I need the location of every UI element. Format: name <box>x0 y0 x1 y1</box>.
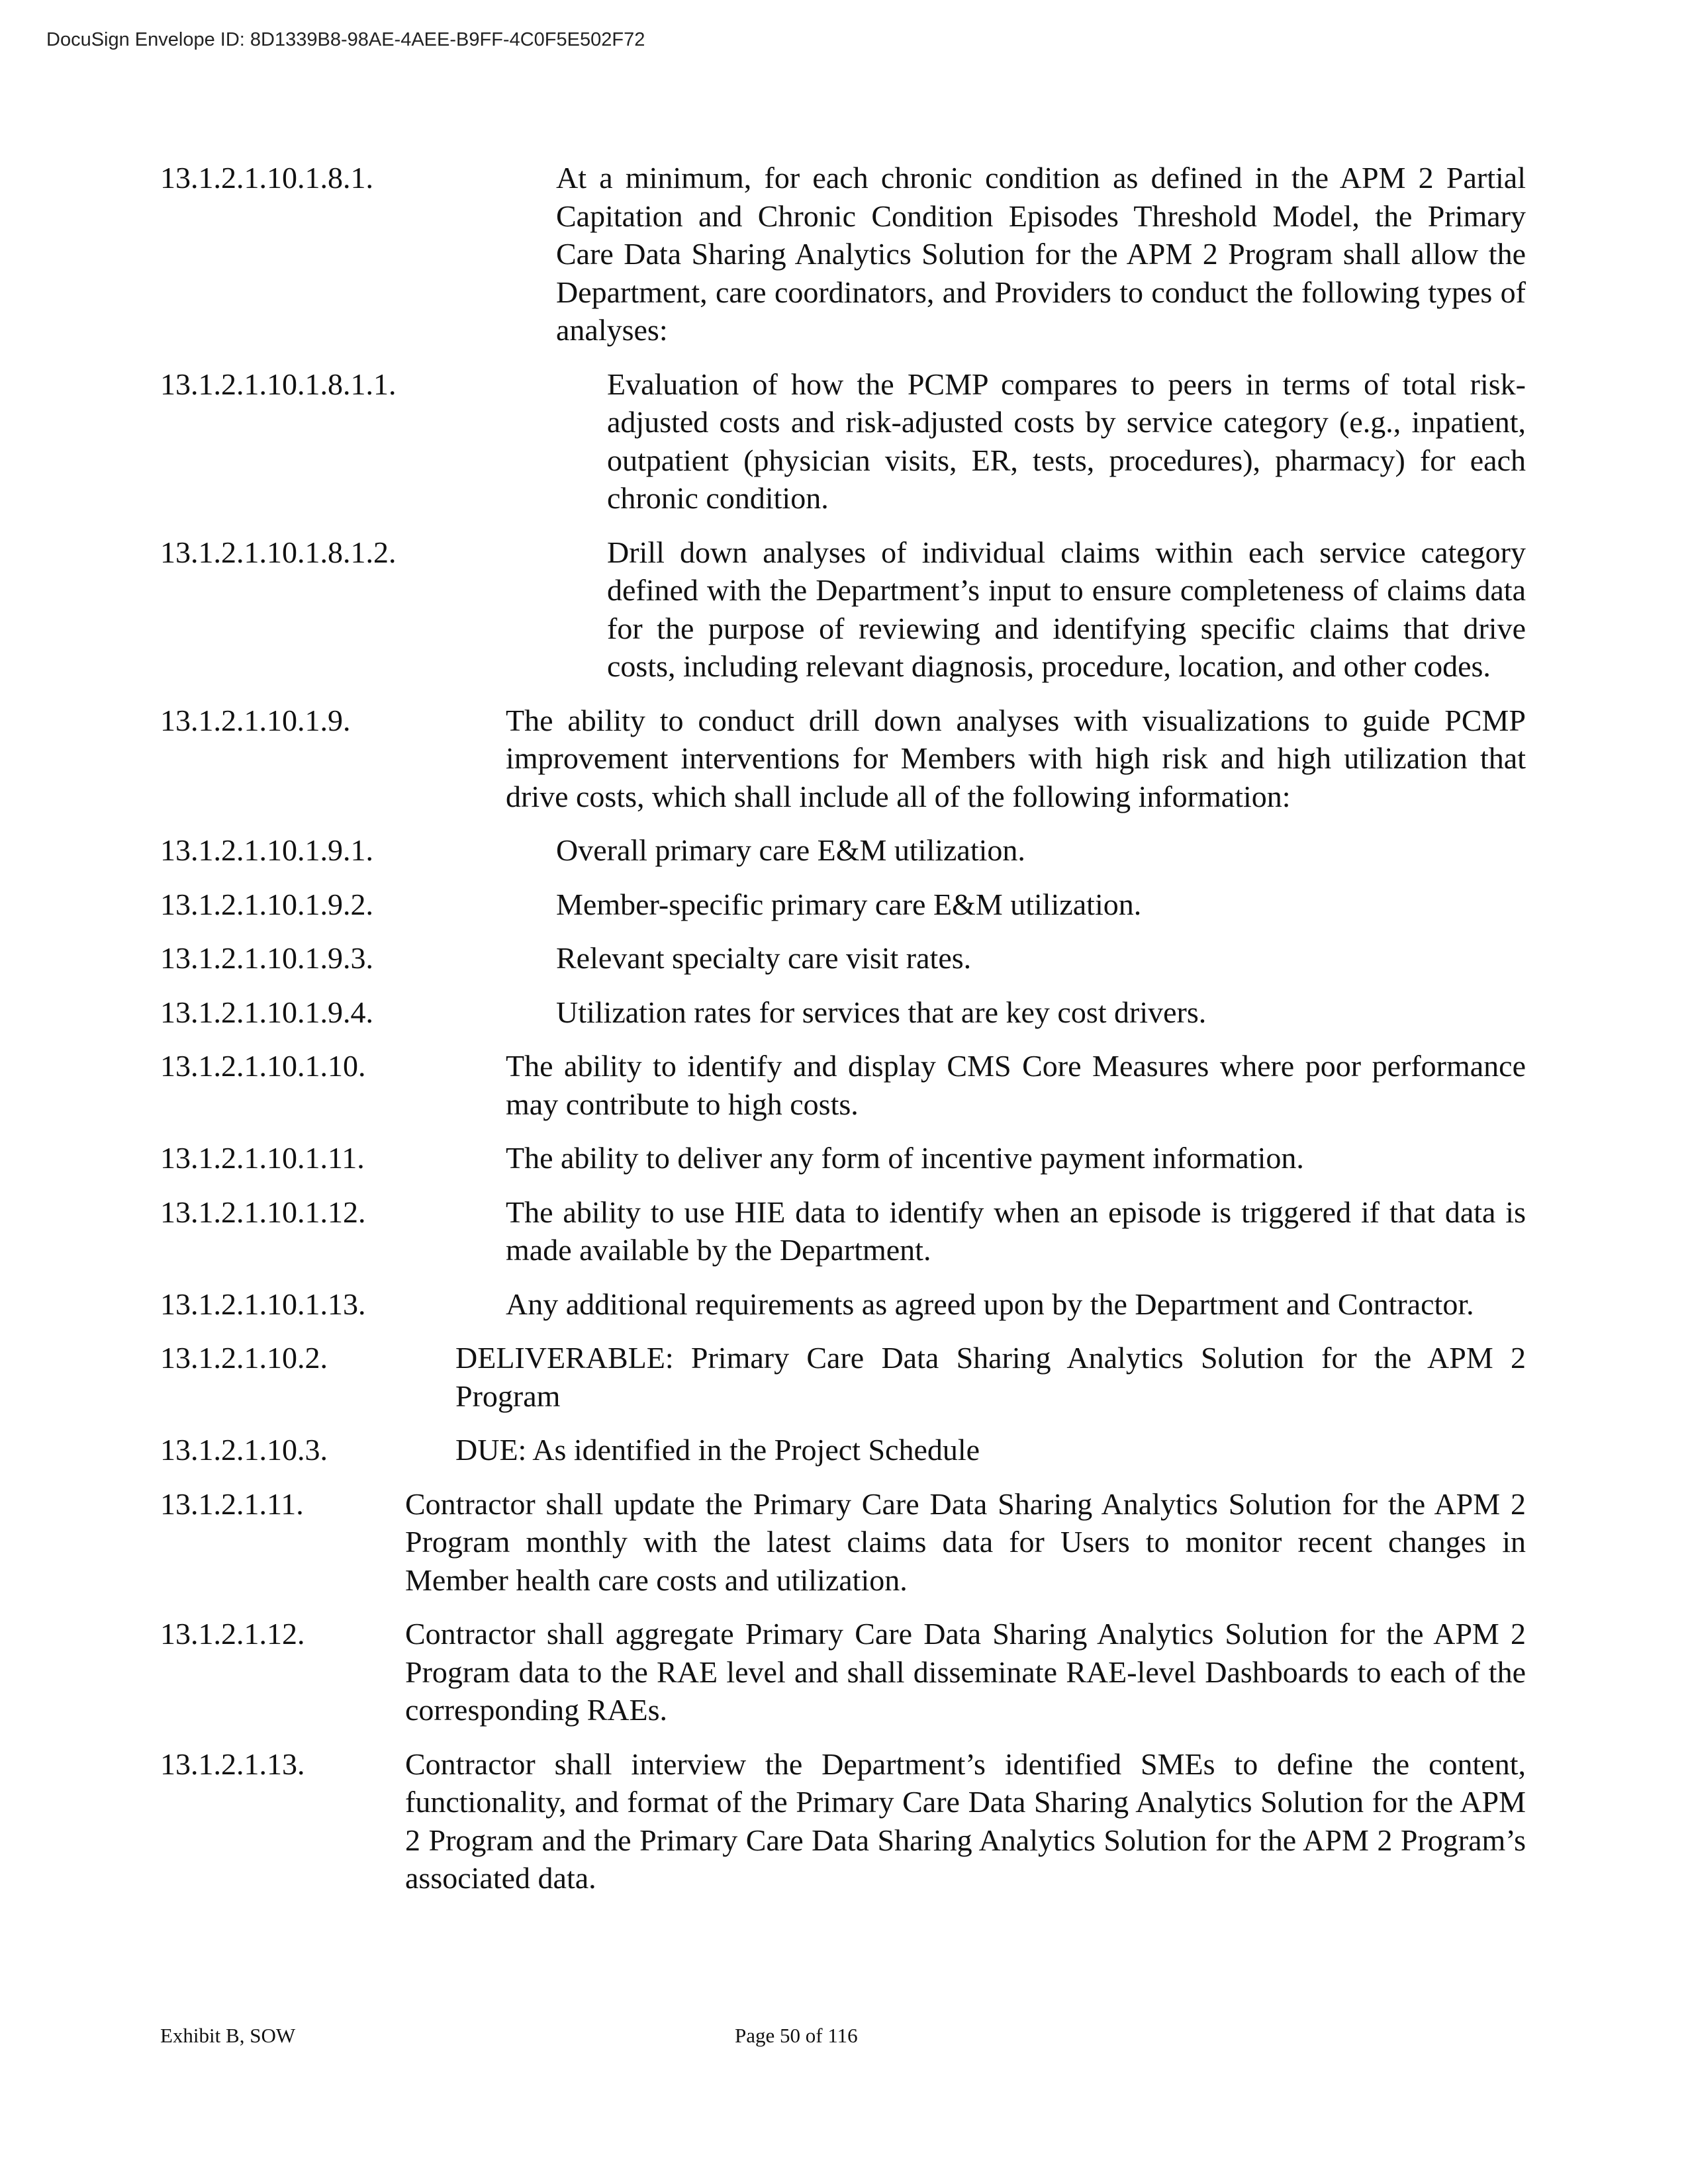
document-body <box>160 159 1526 1913</box>
item-text: Member-specific primary care E&M utilization. <box>556 887 1142 921</box>
item-number: 13.1.2.1.10.1.9.1. <box>160 833 373 867</box>
item-number: 13.1.2.1.10.1.11. <box>160 1141 365 1175</box>
list-item <box>160 1485 1526 1600</box>
item-text: The ability to use HIE data to identify when an episode is triggered if that data is made available by the Department. <box>506 1195 1526 1267</box>
item-text: The ability to identify and display CMS Core Measures where poor performance may contribute to high costs. <box>506 1049 1526 1121</box>
list-item <box>160 1339 1526 1415</box>
footer-page-number: Page 50 of 116 <box>735 2024 858 2047</box>
list-item <box>160 831 1526 870</box>
item-text: DUE: As identified in the Project Schedule <box>455 1433 980 1467</box>
list-item <box>160 365 1526 518</box>
item-text: DELIVERABLE: Primary Care Data Sharing Analytics Solution for the APM 2 Program <box>455 1341 1526 1413</box>
item-number: 13.1.2.1.10.1.8.1. <box>160 161 373 195</box>
list-item <box>160 1285 1526 1324</box>
item-number: 13.1.2.1.10.1.8.1.1. <box>160 367 397 401</box>
list-item <box>160 993 1526 1032</box>
item-text: Contractor shall interview the Department’s identified SMEs to define the content, functionality, and format of the Primary Care Data Sharing Analytics Solution for the APM 2 Program and the Primary Care Data Sharing Analytics Solution for the APM 2 Program’s associated data. <box>405 1747 1526 1895</box>
docusign-envelope-id: DocuSign Envelope ID: 8D1339B8-98AE-4AEE-B9FF-4C0F5E502F72 <box>46 29 645 50</box>
list-item <box>160 1139 1526 1177</box>
item-number: 13.1.2.1.10.1.9.4. <box>160 995 373 1029</box>
item-number: 13.1.2.1.10.3. <box>160 1433 328 1467</box>
item-text: Evaluation of how the PCMP compares to peers in terms of total risk-adjusted costs and risk-adjusted costs by service category (e.g., inpatient, outpatient (physician visits, ER, tests, procedures), pharmacy) for each chronic condition. <box>607 367 1526 515</box>
item-number: 13.1.2.1.10.1.13. <box>160 1287 366 1321</box>
item-number: 13.1.2.1.12. <box>160 1617 305 1651</box>
footer-exhibit-label: Exhibit B, SOW <box>160 2024 296 2047</box>
list-item <box>160 702 1526 816</box>
list-item <box>160 533 1526 686</box>
item-text: Contractor shall update the Primary Care Data Sharing Analytics Solution for the APM 2 Program monthly with the latest claims data for Users to monitor recent changes in Member health care costs and utilization. <box>405 1486 1526 1597</box>
item-text: At a minimum, for each chronic condition as defined in the APM 2 Partial Capitation and Chronic Condition Episodes Threshold Model, the Primary Care Data Sharing Analytics Solution for the APM 2 Program shall allow the Department, care coordinators, and Providers to conduct the following types of analyses: <box>556 161 1526 347</box>
item-number: 13.1.2.1.10.1.10. <box>160 1049 366 1083</box>
item-number: 13.1.2.1.13. <box>160 1747 305 1781</box>
item-number: 13.1.2.1.10.1.12. <box>160 1195 366 1229</box>
item-number: 13.1.2.1.10.2. <box>160 1341 328 1375</box>
item-number: 13.1.2.1.10.1.9.2. <box>160 887 373 921</box>
item-text: Any additional requirements as agreed upon by the Department and Contractor. <box>506 1287 1474 1321</box>
item-text: Contractor shall aggregate Primary Care Data Sharing Analytics Solution for the APM 2 Program data to the RAE level and shall disseminate RAE-level Dashboards to each of the corresponding RAEs. <box>405 1617 1526 1727</box>
item-number: 13.1.2.1.10.1.9.3. <box>160 941 373 975</box>
list-item <box>160 1615 1526 1729</box>
item-text: Drill down analyses of individual claims within each service category defined with the Department’s input to ensure completeness of claims data for the purpose of reviewing and identifying specific claims that drive costs, including relevant diagnosis, procedure, location, and other codes. <box>607 535 1526 683</box>
list-item <box>160 939 1526 978</box>
list-item <box>160 1193 1526 1269</box>
list-item <box>160 886 1526 924</box>
item-number: 13.1.2.1.10.1.8.1.2. <box>160 535 397 569</box>
item-text: Utilization rates for services that are key cost drivers. <box>556 995 1207 1029</box>
list-item <box>160 1047 1526 1123</box>
list-item <box>160 159 1526 349</box>
list-item <box>160 1745 1526 1897</box>
item-text: The ability to deliver any form of incentive payment information. <box>506 1141 1304 1175</box>
item-text: Overall primary care E&M utilization. <box>556 833 1025 867</box>
item-text: Relevant specialty care visit rates. <box>556 941 972 975</box>
item-number: 13.1.2.1.11. <box>160 1486 304 1521</box>
list-item <box>160 1431 1526 1469</box>
item-text: The ability to conduct drill down analyses with visualizations to guide PCMP improvement interventions for Members with high risk and high utilization that drive costs, which shall include all of the following information: <box>506 703 1526 813</box>
item-number: 13.1.2.1.10.1.9. <box>160 703 351 737</box>
